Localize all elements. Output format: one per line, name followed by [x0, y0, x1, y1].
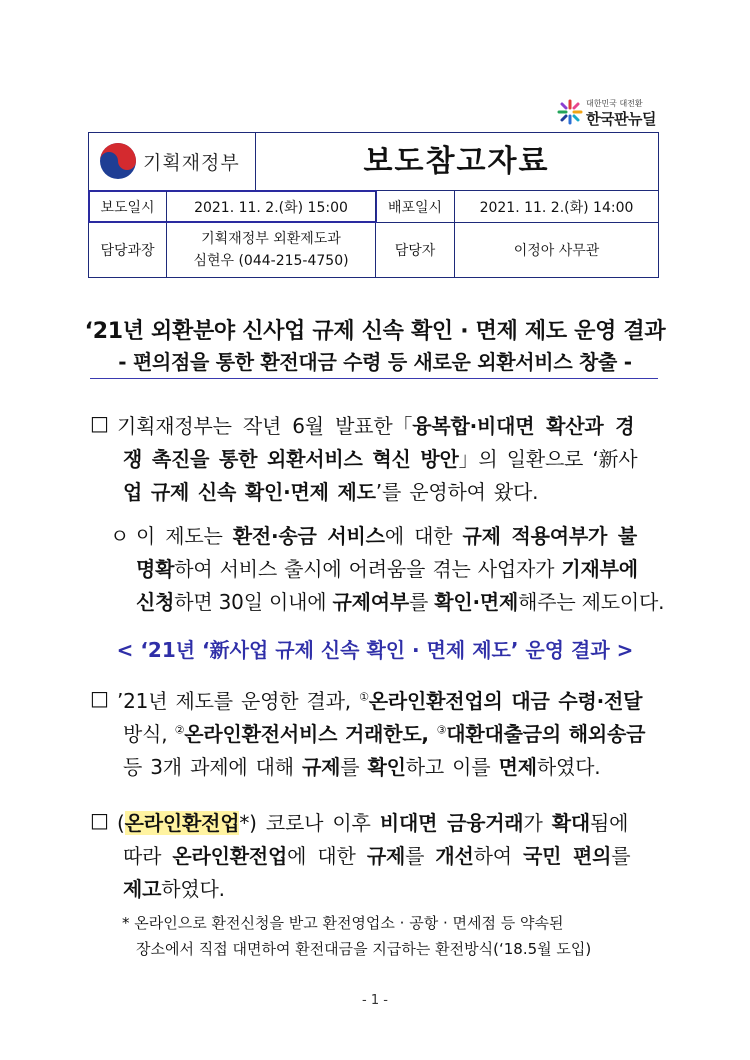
- para4-line2: 따라 온라인환전업에 대한 규제를 개선하여 국민 편의를: [123, 844, 631, 868]
- para3-line2: 방식, ②온라인환전서비스 거래한도, ③대환대출금의 해외송금: [123, 722, 646, 746]
- square-bullet: □: [90, 686, 109, 710]
- para2-line3: 신청하면 30일 이내에 규제여부를 확인·면제해주는 제도이다.: [136, 590, 665, 614]
- dept-name: 기획재정부 외환제도과: [201, 231, 341, 247]
- distribute-label: 배포일시: [376, 191, 455, 222]
- press-header-table: [88, 132, 659, 278]
- new-deal-logo: [556, 96, 666, 130]
- square-bullet: □: [90, 808, 109, 832]
- brand-name: 한국판뉴딜: [586, 110, 656, 128]
- circle-bullet: ㅇ: [110, 524, 130, 548]
- para4-line3: 제고하였다.: [123, 877, 225, 901]
- contact-label: 담당자: [376, 223, 455, 277]
- release-value: 2021. 11. 2.(화) 15:00: [167, 191, 376, 222]
- square-bullet: □: [90, 411, 109, 435]
- para1-line3: 업 규제 신속 확인·면제 제도’를 운영하여 왔다.: [123, 480, 539, 504]
- taegeuk-emblem-icon: [99, 142, 137, 180]
- page-number: - 1 -: [362, 993, 388, 1008]
- page-title: ‘21년 외환분야 신사업 규제 신속 확인 · 면제 제도 운영 결과: [84, 319, 666, 344]
- title-divider: [90, 378, 658, 379]
- page-subtitle: - 편의점을 통한 환전대금 수령 등 새로운 외환서비스 창출 -: [118, 350, 632, 374]
- ministry-logo-cell: [89, 133, 256, 190]
- footnote-line2: 장소에서 직접 대면하여 환전대금을 지급하는 환전방식(‘18.5월 도입): [136, 940, 592, 958]
- para2-line1: 이 제도는 환전·송금 서비스에 대한 규제 적용여부가 불: [136, 524, 637, 548]
- para3-line3: 등 3개 과제에 대해 규제를 확인하고 이를 면제하였다.: [123, 755, 601, 779]
- footnote-line1: * 온라인으로 환전신청을 받고 환전영업소 · 공항 · 면세점 등 약속된: [122, 914, 564, 932]
- para4-line1: (온라인환전업*) 코로나 이후 비대면 금융거래가 확대됨에: [117, 811, 629, 835]
- dept-label: 담당과장: [89, 223, 167, 277]
- para1-line1: 기획재정부는 작년 6월 발표한「융복합·비대면 확산과 경: [117, 414, 635, 438]
- para3-line1: ’21년 제도를 운영한 결과, ①온라인환전업의 대금 수령·전달: [117, 689, 643, 713]
- release-label: 보도일시: [89, 191, 167, 222]
- para2-line2: 명확하여 서비스 출시에 어려움을 겪는 사업자가 기재부에: [136, 557, 638, 581]
- contact-value: 이정아 사무관: [513, 243, 600, 259]
- section-heading: < ‘21년 ‘新사업 규제 신속 확인 · 면제 제도’ 운영 결과 >: [116, 638, 634, 662]
- para1-line2: 쟁 촉진을 통한 외환서비스 혁신 방안」의 일환으로 ‘新사: [123, 447, 638, 471]
- new-deal-star-icon: [556, 98, 584, 126]
- highlighted-term: 온라인환전업: [124, 811, 240, 835]
- brand-slogan: 대한민국 대전환: [586, 99, 643, 108]
- dept-value: [167, 223, 376, 277]
- ministry-name: 기획재정부: [143, 152, 240, 174]
- distribute-value: 2021. 11. 2.(화) 14:00: [479, 199, 634, 216]
- dept-contact: 심현우 (044-215-4750): [193, 253, 349, 269]
- document-type: 보도참고자료: [363, 144, 550, 179]
